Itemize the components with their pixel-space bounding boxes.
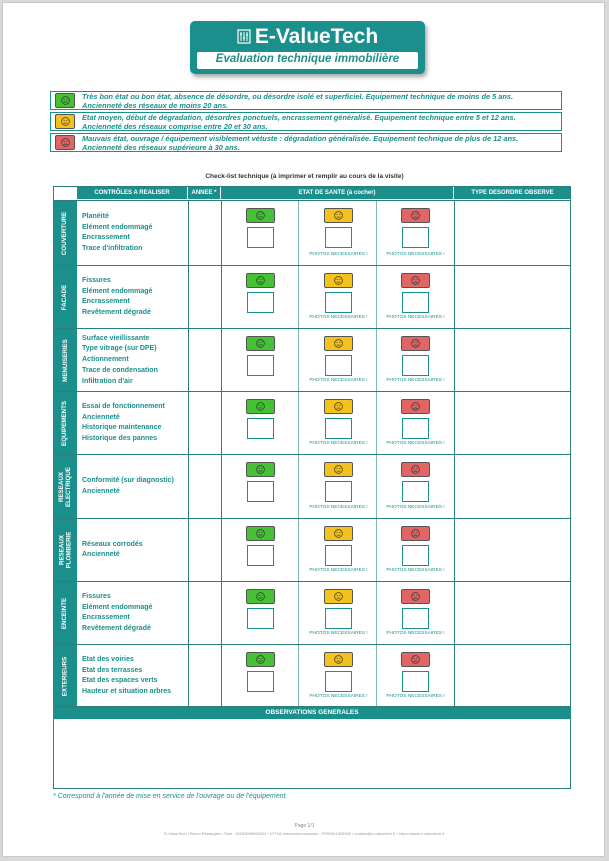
photos-required-note: PHOTOS NECESSAIRES ! bbox=[386, 378, 445, 383]
check-item: Ancienneté bbox=[82, 413, 120, 421]
column-header-type: TYPE DESORDRE OBSERVE bbox=[454, 186, 571, 199]
photos-required-note: PHOTOS NECESSAIRES ! bbox=[309, 568, 368, 573]
sad-rating-chip bbox=[401, 208, 430, 223]
section-menuiseries bbox=[53, 328, 571, 391]
section-label-text: MENUISERIES bbox=[61, 338, 69, 382]
happy-face-icon bbox=[256, 339, 265, 348]
neutral-checkbox[interactable] bbox=[325, 292, 352, 313]
section-reseaux-plomberie bbox=[53, 518, 571, 581]
check-item: Conformité (sur diagnostic) bbox=[82, 477, 174, 485]
neutral-face-icon bbox=[334, 592, 343, 601]
neutral-face-icon bbox=[334, 339, 343, 348]
section-items bbox=[82, 402, 188, 445]
check-item: Etat des terrasses bbox=[82, 666, 143, 674]
section-enceinte bbox=[53, 581, 571, 644]
section-items bbox=[82, 540, 188, 562]
check-item: Historique maintenance bbox=[82, 424, 162, 432]
photos-required-note: PHOTOS NECESSAIRES ! bbox=[386, 694, 445, 699]
section-facade bbox=[53, 265, 571, 328]
neutral-checkbox[interactable] bbox=[325, 418, 352, 439]
happy-checkbox[interactable] bbox=[247, 355, 274, 376]
column-header-controles: CONTRÔLES A REALISER bbox=[77, 186, 188, 199]
sad-face-icon bbox=[411, 339, 420, 348]
sad-checkbox[interactable] bbox=[402, 481, 429, 502]
neutral-checkbox[interactable] bbox=[325, 671, 352, 692]
sad-rating-chip bbox=[401, 589, 430, 604]
year-input[interactable] bbox=[189, 201, 221, 265]
section-items bbox=[82, 212, 188, 255]
neutral-face-icon bbox=[334, 276, 343, 285]
neutral-face-icon bbox=[334, 655, 343, 664]
check-item: Infiltration d'air bbox=[82, 377, 133, 385]
neutral-checkbox[interactable] bbox=[325, 355, 352, 376]
legend-chip bbox=[55, 93, 75, 108]
happy-checkbox[interactable] bbox=[247, 292, 274, 313]
happy-face-icon bbox=[256, 592, 265, 601]
defect-type-field[interactable] bbox=[455, 201, 571, 265]
check-item: Encrassement bbox=[82, 614, 130, 622]
section-label bbox=[53, 582, 77, 644]
legend-line: Ancienneté des réseaux comprise entre 20 et 30 ans. bbox=[82, 122, 268, 132]
check-item: Revêtement dégradé bbox=[82, 625, 151, 633]
legend-text bbox=[82, 134, 562, 152]
section-label bbox=[53, 645, 77, 707]
year-input[interactable] bbox=[189, 519, 221, 581]
happy-checkbox[interactable] bbox=[247, 608, 274, 629]
neutral-checkbox[interactable] bbox=[325, 608, 352, 629]
happy-rating-chip bbox=[246, 399, 275, 414]
divider bbox=[221, 266, 222, 328]
sad-face-icon bbox=[411, 465, 420, 474]
section-label bbox=[53, 392, 77, 454]
check-item: Planéité bbox=[82, 212, 109, 220]
divider bbox=[376, 201, 377, 265]
page-number: Page 1/1 bbox=[294, 823, 315, 829]
year-input[interactable] bbox=[189, 392, 221, 454]
check-item: Etat des voiries bbox=[82, 655, 134, 663]
section-label-text: COUVERTURE bbox=[61, 211, 69, 255]
column-header-etat: ETAT DE SANTE (à cocher) bbox=[221, 186, 454, 199]
divider bbox=[376, 645, 377, 707]
photos-required-note: PHOTOS NECESSAIRES ! bbox=[309, 505, 368, 510]
divider bbox=[221, 201, 222, 265]
defect-type-field[interactable] bbox=[455, 519, 571, 581]
defect-type-field[interactable] bbox=[455, 266, 571, 328]
check-item: Type vitrage (sur DPE) bbox=[82, 345, 157, 353]
divider bbox=[221, 519, 222, 581]
divider bbox=[376, 392, 377, 454]
legend-line: Etat moyen, début de dégradation, désordres ponctuels, encrassement généralisé. Equipement technique entre 5 et 12 ans. bbox=[82, 113, 516, 122]
section-equipements bbox=[53, 391, 571, 454]
sad-rating-chip bbox=[401, 652, 430, 667]
defect-type-field[interactable] bbox=[455, 645, 571, 707]
sad-rating-chip bbox=[401, 273, 430, 288]
check-item: Fissures bbox=[82, 592, 111, 600]
section-items bbox=[82, 655, 188, 698]
photos-required-note: PHOTOS NECESSAIRES ! bbox=[386, 568, 445, 573]
neutral-rating-chip bbox=[324, 336, 353, 351]
brand-text: E-ValueTech bbox=[254, 25, 379, 48]
neutral-face-icon bbox=[61, 117, 70, 126]
happy-checkbox[interactable] bbox=[247, 418, 274, 439]
check-item: Elément endommagé bbox=[82, 603, 153, 611]
neutral-face-icon bbox=[334, 402, 343, 411]
happy-rating-chip bbox=[246, 526, 275, 541]
photos-required-note: PHOTOS NECESSAIRES ! bbox=[309, 252, 368, 257]
divider bbox=[298, 392, 299, 454]
section-label-text: FACADE bbox=[61, 284, 69, 310]
happy-rating-chip bbox=[246, 652, 275, 667]
sad-rating-chip bbox=[401, 336, 430, 351]
section-label-text: RESEAUX ELECTRIQUE bbox=[58, 466, 73, 507]
check-item: Hauteur et situation arbres bbox=[82, 688, 172, 696]
legend-text bbox=[82, 92, 562, 110]
year-input[interactable] bbox=[189, 455, 221, 518]
photos-required-note: PHOTOS NECESSAIRES ! bbox=[386, 315, 445, 320]
sad-face-icon bbox=[411, 276, 420, 285]
section-label bbox=[53, 519, 77, 581]
happy-rating-chip bbox=[246, 589, 275, 604]
neutral-rating-chip bbox=[324, 526, 353, 541]
divider bbox=[298, 582, 299, 644]
divider bbox=[221, 455, 222, 518]
section-items bbox=[82, 334, 188, 388]
year-input[interactable] bbox=[189, 329, 221, 391]
divider bbox=[376, 329, 377, 391]
divider bbox=[298, 266, 299, 328]
sad-checkbox[interactable] bbox=[402, 292, 429, 313]
footer-legal: E-ValueTech / Bruno Rezangles / Siret : 51182699000022 / N°TVA Intracommunautaire : FR00511826992 / contact@e-valuetech.fr / https://www.e-valuetech.fr bbox=[164, 831, 445, 836]
section-exterieurs bbox=[53, 644, 571, 707]
legend-text bbox=[82, 113, 562, 131]
happy-checkbox[interactable] bbox=[247, 227, 274, 248]
legend-line: Ancienneté des réseaux supérieure à 30 ans. bbox=[82, 143, 240, 153]
photos-required-note: PHOTOS NECESSAIRES ! bbox=[309, 378, 368, 383]
check-item: Elément endommagé bbox=[82, 287, 153, 295]
section-label bbox=[53, 266, 77, 328]
check-item: Actionnement bbox=[82, 356, 129, 364]
check-item: Fissures bbox=[82, 276, 111, 284]
sad-checkbox[interactable] bbox=[402, 608, 429, 629]
divider bbox=[298, 329, 299, 391]
photos-required-note: PHOTOS NECESSAIRES ! bbox=[309, 315, 368, 320]
legend-line: Mauvais état, ouvrage / équipement visiblement vétuste : dégradation généralisée. Equipement technique de plus de 12 ans. bbox=[82, 134, 519, 143]
section-items bbox=[82, 276, 188, 319]
divider bbox=[376, 582, 377, 644]
observations-header: OBSERVATIONS GENERALES bbox=[53, 707, 571, 719]
neutral-checkbox[interactable] bbox=[325, 545, 352, 566]
sad-rating-chip bbox=[401, 526, 430, 541]
divider bbox=[221, 582, 222, 644]
circuit-logo-icon bbox=[237, 29, 251, 44]
defect-type-field[interactable] bbox=[455, 582, 571, 644]
happy-face-icon bbox=[256, 655, 265, 664]
sad-face-icon bbox=[411, 592, 420, 601]
header-banner bbox=[190, 21, 425, 74]
neutral-rating-chip bbox=[324, 652, 353, 667]
happy-checkbox[interactable] bbox=[247, 481, 274, 502]
check-item: Encrassement bbox=[82, 234, 130, 242]
neutral-rating-chip bbox=[324, 208, 353, 223]
legend-line: Ancienneté des réseaux de moins 20 ans. bbox=[82, 101, 229, 111]
neutral-checkbox[interactable] bbox=[325, 481, 352, 502]
happy-checkbox[interactable] bbox=[247, 671, 274, 692]
neutral-face-icon bbox=[334, 529, 343, 538]
happy-face-icon bbox=[256, 529, 265, 538]
subtitle-text: Evaluation technique immobilière bbox=[215, 53, 400, 65]
check-item: Essai de fonctionnement bbox=[82, 402, 165, 410]
divider bbox=[376, 455, 377, 518]
photos-required-note: PHOTOS NECESSAIRES ! bbox=[386, 631, 445, 636]
sad-rating-chip bbox=[401, 462, 430, 477]
legend-row bbox=[50, 112, 562, 131]
happy-face-icon bbox=[61, 96, 70, 105]
divider bbox=[376, 266, 377, 328]
photos-required-note: PHOTOS NECESSAIRES ! bbox=[386, 505, 445, 510]
section-label-text: EXTERIEURS bbox=[61, 656, 69, 696]
check-item: Ancienneté bbox=[82, 487, 120, 495]
section-label bbox=[53, 329, 77, 391]
check-item: Revêtement dégradé bbox=[82, 309, 151, 317]
legend-row bbox=[50, 91, 562, 110]
sad-checkbox[interactable] bbox=[402, 545, 429, 566]
sad-face-icon bbox=[411, 211, 420, 220]
check-item: Ancienneté bbox=[82, 551, 120, 559]
divider bbox=[298, 201, 299, 265]
happy-rating-chip bbox=[246, 336, 275, 351]
divider bbox=[298, 455, 299, 518]
divider bbox=[221, 392, 222, 454]
observations-field[interactable] bbox=[53, 719, 571, 789]
check-item: Trace de condensation bbox=[82, 366, 158, 374]
divider bbox=[221, 645, 222, 707]
photos-required-note: PHOTOS NECESSAIRES ! bbox=[309, 694, 368, 699]
photos-required-note: PHOTOS NECESSAIRES ! bbox=[386, 252, 445, 257]
neutral-face-icon bbox=[334, 465, 343, 474]
year-input[interactable] bbox=[189, 582, 221, 644]
sad-face-icon bbox=[61, 138, 70, 147]
defect-type-field[interactable] bbox=[455, 455, 571, 518]
divider bbox=[221, 329, 222, 391]
brand-title bbox=[190, 25, 425, 49]
happy-face-icon bbox=[256, 276, 265, 285]
check-item: Etat des espaces verts bbox=[82, 677, 158, 685]
defect-type-field[interactable] bbox=[455, 329, 571, 391]
check-item: Elément endommagé bbox=[82, 223, 153, 231]
neutral-face-icon bbox=[334, 211, 343, 220]
sad-checkbox[interactable] bbox=[402, 671, 429, 692]
footnote: * Correspond à l'année de mise en service de l'ouvrage ou de l'équipement. bbox=[53, 793, 288, 800]
sad-face-icon bbox=[411, 655, 420, 664]
happy-face-icon bbox=[256, 402, 265, 411]
section-label-text: RESEAUX PLOMBERIE bbox=[58, 531, 73, 569]
check-item: Historique des pannes bbox=[82, 435, 158, 443]
legend-row bbox=[50, 133, 562, 152]
happy-rating-chip bbox=[246, 208, 275, 223]
sad-checkbox[interactable] bbox=[402, 227, 429, 248]
document-page bbox=[2, 2, 605, 857]
sad-face-icon bbox=[411, 529, 420, 538]
photos-required-note: PHOTOS NECESSAIRES ! bbox=[309, 441, 368, 446]
divider bbox=[298, 645, 299, 707]
sad-checkbox[interactable] bbox=[402, 355, 429, 376]
photos-required-note: PHOTOS NECESSAIRES ! bbox=[309, 631, 368, 636]
section-label bbox=[53, 201, 77, 265]
section-reseaux-electrique bbox=[53, 454, 571, 518]
check-item: Surface vieillissante bbox=[82, 334, 150, 342]
year-input[interactable] bbox=[189, 266, 221, 328]
photos-required-note: PHOTOS NECESSAIRES ! bbox=[386, 441, 445, 446]
legend-chip bbox=[55, 135, 75, 150]
sad-checkbox[interactable] bbox=[402, 418, 429, 439]
neutral-rating-chip bbox=[324, 399, 353, 414]
neutral-checkbox[interactable] bbox=[325, 227, 352, 248]
section-label bbox=[53, 455, 77, 518]
section-items bbox=[82, 476, 188, 498]
check-item: Encrassement bbox=[82, 298, 130, 306]
checklist-title: Check-list technique (à imprimer et remplir au cours de la visite) bbox=[205, 173, 404, 180]
sad-rating-chip bbox=[401, 399, 430, 414]
legend-chip bbox=[55, 114, 75, 129]
section-label-text: ENCEINTE bbox=[61, 597, 69, 629]
happy-face-icon bbox=[256, 211, 265, 220]
neutral-rating-chip bbox=[324, 589, 353, 604]
year-input[interactable] bbox=[189, 645, 221, 707]
neutral-rating-chip bbox=[324, 273, 353, 288]
happy-rating-chip bbox=[246, 273, 275, 288]
check-item: Réseaux corrodés bbox=[82, 540, 143, 548]
check-item: Trace d'infiltration bbox=[82, 245, 143, 253]
divider bbox=[376, 519, 377, 581]
sad-face-icon bbox=[411, 402, 420, 411]
neutral-rating-chip bbox=[324, 462, 353, 477]
defect-type-field[interactable] bbox=[455, 392, 571, 454]
section-label-text: EQUIPEMENTS bbox=[61, 400, 69, 446]
happy-rating-chip bbox=[246, 462, 275, 477]
divider bbox=[298, 519, 299, 581]
section-items bbox=[82, 592, 188, 635]
section-couverture bbox=[53, 200, 571, 265]
column-header-annee: ANNEE * bbox=[188, 186, 221, 199]
happy-face-icon bbox=[256, 465, 265, 474]
legend-line: Très bon état ou bon état, absence de désordre, ou désordre isolé et superficiel. Equipement technique de moins de 5 ans. bbox=[82, 92, 514, 101]
happy-checkbox[interactable] bbox=[247, 545, 274, 566]
